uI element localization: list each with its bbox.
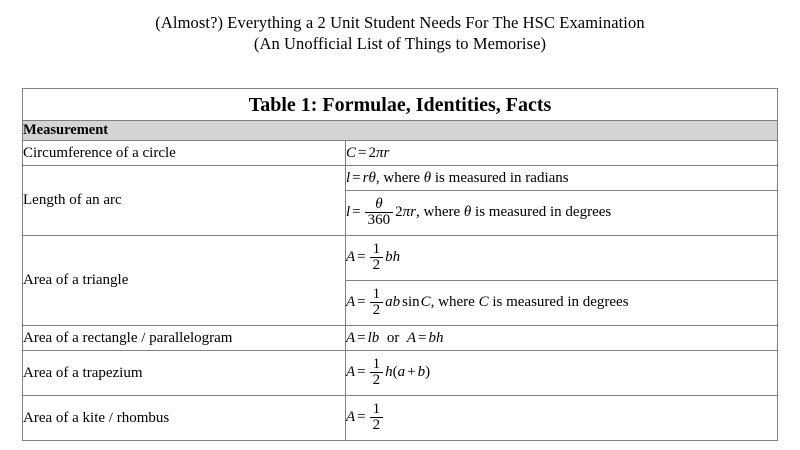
fraction-denominator: 2	[372, 257, 381, 273]
row-label-area-kite-rhombus: Area of a kite / rhombus	[23, 396, 346, 441]
fraction	[365, 197, 394, 229]
fraction-denominator: 2	[372, 302, 381, 318]
formula-expression: A = $\frac{1}{2}$ bh	[346, 240, 401, 273]
row-formula-arc-degrees	[346, 191, 778, 236]
row-formula-triangle-sine-rule	[346, 281, 778, 326]
formula-expression: A = lb or A = bh	[346, 329, 444, 346]
fraction-denominator: 360	[367, 212, 391, 228]
formula-table-container	[22, 88, 778, 441]
table-caption: Table 1: Formulae, Identities, Facts	[23, 89, 778, 121]
formula-table	[22, 88, 778, 441]
table-row	[23, 166, 778, 191]
table-row	[23, 396, 778, 441]
page-title-line-2: (An Unofficial List of Things to Memorise)	[253, 34, 547, 53]
table-row	[23, 141, 778, 166]
formula-expression: A = $\frac{1}{2}$	[346, 409, 385, 425]
row-formula-arc-radians	[346, 166, 778, 191]
formula-expression: A = $\frac{1}{2}$ ab sinC, where C is measured in degrees	[346, 285, 629, 318]
page-title-line-1: (Almost?) Everything a 2 Unit Student Needs For The HSC Examination	[155, 13, 645, 32]
table-caption-row	[23, 89, 778, 121]
formula-expression: C = 2πr	[346, 144, 390, 161]
fraction-numerator: 1	[370, 287, 384, 303]
fraction-denominator: 2	[372, 417, 381, 433]
page-title	[0, 0, 800, 54]
formula-expression: l = rθ, where θ is measured in radians	[346, 169, 569, 186]
formula-expression: l = $\frac{\theta}{360}$ 2πr, where θ is measured in degrees	[346, 195, 612, 228]
fraction-numerator: 1	[370, 242, 384, 258]
section-heading-measurement: Measurement	[23, 121, 778, 141]
fraction	[370, 357, 384, 389]
table-row	[23, 236, 778, 281]
table-row	[23, 326, 778, 351]
row-label-circumference: Circumference of a circle	[23, 141, 346, 166]
row-formula-trapezium	[346, 351, 778, 396]
row-formula-rectangle-parallelogram	[346, 326, 778, 351]
row-label-arc-length: Length of an arc	[23, 166, 346, 236]
row-formula-kite-rhombus	[346, 396, 778, 441]
formula-expression: A = $\frac{1}{2}$ h(a + b)	[346, 355, 431, 388]
fraction-numerator: 1	[370, 357, 384, 373]
row-formula-triangle-half-bh	[346, 236, 778, 281]
row-label-area-triangle: Area of a triangle	[23, 236, 346, 326]
fraction	[370, 402, 384, 434]
section-header-row	[23, 121, 778, 141]
fraction-denominator: 2	[372, 372, 381, 388]
row-label-area-rectangle-parallelogram: Area of a rectangle / parallelogram	[23, 326, 346, 351]
fraction-numerator: θ	[365, 197, 394, 213]
row-label-area-trapezium: Area of a trapezium	[23, 351, 346, 396]
table-row	[23, 351, 778, 396]
fraction	[370, 242, 384, 274]
fraction-numerator: 1	[370, 402, 384, 418]
row-formula-circumference	[346, 141, 778, 166]
fraction	[370, 287, 384, 319]
